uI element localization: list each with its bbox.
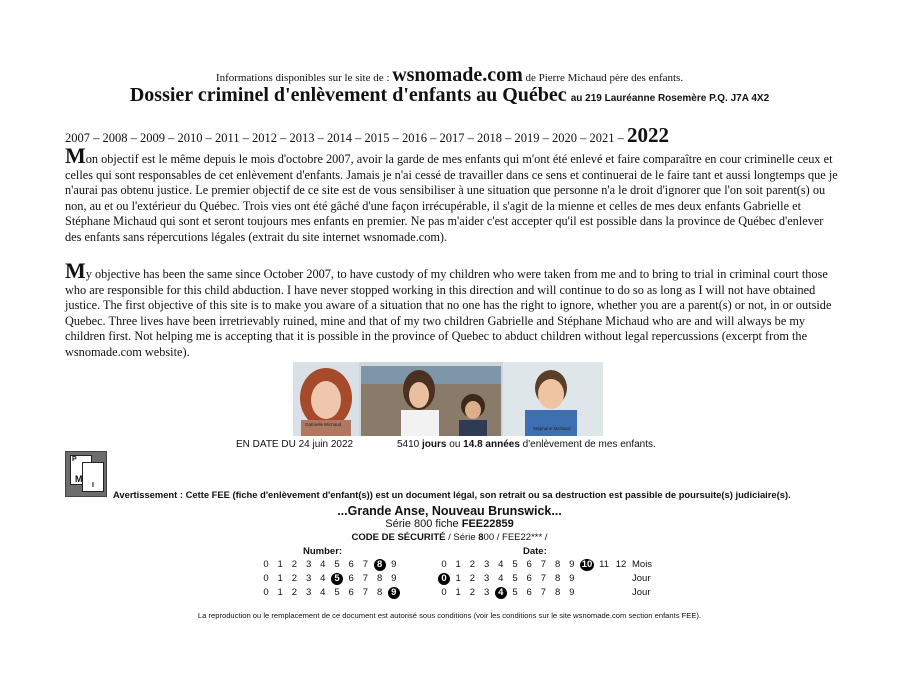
number-digit: 5 xyxy=(334,559,340,570)
date-row-label: Mois xyxy=(632,559,653,570)
date-digit: 5 xyxy=(512,559,518,570)
logo-letter-m: M xyxy=(75,474,83,484)
date-digit: 6 xyxy=(526,587,532,598)
number-digit: 7 xyxy=(362,573,369,584)
years-count: 14.8 années xyxy=(463,439,520,450)
number-digit: 3 xyxy=(305,573,312,584)
date-digit: 7 xyxy=(540,587,547,598)
date-digit: 2 xyxy=(469,573,476,584)
english-initial: M xyxy=(65,258,86,283)
number-digit: 4 xyxy=(320,573,326,584)
date-header: Date: xyxy=(523,546,547,557)
title-text: Dossier criminel d'enlèvement d'enfants au Québec xyxy=(129,84,567,106)
days-word: jours xyxy=(422,439,447,450)
footer-note: La reproduction ou le remplacement de ce document est autorisé sous conditions (voir les conditions sur le site wsnomade.com section enfants FEE). xyxy=(197,611,702,620)
date-digit: 6 xyxy=(526,573,532,584)
date-digit: 0 xyxy=(441,559,447,570)
date-digit: 1 xyxy=(455,587,461,598)
address-text: au 219 Lauréanne Rosemère P.Q. J7A 4X2 xyxy=(570,93,770,104)
date-digit: 5 xyxy=(512,587,518,598)
date-digit: 4 xyxy=(495,587,507,599)
date-digit: 12 xyxy=(615,559,627,570)
number-digit: 2 xyxy=(291,559,298,570)
current-year: 2022 xyxy=(627,123,670,147)
number-digit: 7 xyxy=(362,559,369,570)
date-label: EN DATE DU 24 juin 2022 xyxy=(236,439,354,450)
serie-prefix: Série 800 fiche xyxy=(385,518,459,530)
info-suffix: de Pierre Michaud père des enfants. xyxy=(525,72,684,84)
site-name: wsnomade.com xyxy=(392,64,523,86)
number-digit: 8 xyxy=(376,587,383,598)
photo-caption-stephane: Stéphane Michaud xyxy=(533,426,571,431)
code-rest: 00 / FEE22*** / xyxy=(483,532,548,543)
photo-caption-gabrielle: Gabrielle Michaud xyxy=(305,422,342,427)
date-digit: 5 xyxy=(512,573,518,584)
date-digit: 7 xyxy=(540,573,547,584)
days-count: 5410 xyxy=(397,439,420,450)
number-digit: 9 xyxy=(388,587,400,599)
date-row-label: Jour xyxy=(632,587,651,598)
fiche-id: FEE22859 xyxy=(461,518,514,530)
code-label: CODE DE SÉCURITÉ xyxy=(351,532,446,543)
legal-warning: Avertissement : Cette FEE (fiche d'enlèvement d'enfant(s)) est un document légal, son retrait ou sa destruction est passible de poursuite(s) judiciaire(s). xyxy=(113,489,791,500)
number-header: Number: xyxy=(303,546,343,557)
number-digit: 4 xyxy=(320,559,326,570)
date-digit: 7 xyxy=(540,559,547,570)
number-digit: 2 xyxy=(291,587,298,598)
date-digit: 6 xyxy=(526,559,532,570)
code-mid: / Série xyxy=(448,532,476,543)
date-digit: 3 xyxy=(483,559,490,570)
number-digit: 8 xyxy=(376,573,383,584)
years-list: 2007 – 2008 – 2009 – 2010 – 2011 – 2012 – 2013 – 2014 – 2015 – 2016 – 2017 – 2018 – 2019 – 2020 – 2021 – xyxy=(65,131,624,145)
code-serie: 8 xyxy=(478,532,484,543)
date-digit: 0 xyxy=(438,573,450,585)
date-digit: 4 xyxy=(498,559,504,570)
or-word: ou xyxy=(449,439,461,450)
number-digit: 9 xyxy=(391,559,397,570)
date-digit: 3 xyxy=(483,587,490,598)
date-digit: 11 xyxy=(599,559,609,570)
number-digit: 6 xyxy=(348,587,354,598)
date-digit: 9 xyxy=(569,587,575,598)
number-digit: 2 xyxy=(291,573,298,584)
number-digit: 1 xyxy=(277,587,283,598)
number-digit: 1 xyxy=(277,573,283,584)
number-digit: 3 xyxy=(305,559,312,570)
number-digit: 0 xyxy=(263,559,269,570)
number-digit: 5 xyxy=(334,587,340,598)
date-digit: 1 xyxy=(455,573,461,584)
date-digit: 8 xyxy=(554,573,561,584)
duration-suffix: d'enlèvement de mes enfants. xyxy=(522,439,656,450)
date-digit: 8 xyxy=(554,559,561,570)
number-digit: 0 xyxy=(263,587,269,598)
number-digit: 0 xyxy=(263,573,269,584)
date-digit: 2 xyxy=(469,559,476,570)
number-digit: 4 xyxy=(320,587,326,598)
french-initial: M xyxy=(65,143,86,168)
number-digit: 7 xyxy=(362,587,369,598)
number-digit: 1 xyxy=(277,559,283,570)
date-digit: 0 xyxy=(441,587,447,598)
date-digit: 9 xyxy=(569,559,575,570)
number-digit: 5 xyxy=(331,573,343,585)
number-digit: 3 xyxy=(305,587,312,598)
date-digit: 9 xyxy=(569,573,575,584)
logo-letter-p: P xyxy=(72,456,77,463)
date-digit: 8 xyxy=(554,587,561,598)
date-row-label: Jour xyxy=(632,573,651,584)
location-text: ...Grande Anse, Nouveau Brunswick... xyxy=(337,504,562,518)
date-digit: 1 xyxy=(455,559,461,570)
date-digit: 3 xyxy=(483,573,490,584)
logo-letter-i: I xyxy=(92,482,94,489)
date-digit: 10 xyxy=(581,559,593,570)
number-digit: 9 xyxy=(391,573,397,584)
date-digit: 2 xyxy=(469,587,476,598)
english-text: y objective has been the same since October 2007, to have custody of my children who were taken from me and to bring to trial in criminal court those who are responsible for this child abduction. I have never stopped working in this direction and will continue to do so as long as I will not have obtained justice. The first objective of this site is to make you aware of a situation that no one has the right to ignore, whether you are a parent(s) or not, in or outside Quebec. Three lives have been irretrievably ruined, mine and that of my two children Gabrielle and Stéphane Michaud who are and will always be my children first. Not helping me is accepting that it is possible in the province of Quebec to abduct children without legal repercussions (excerpt from the wsnomade.com website). xyxy=(65,267,832,359)
number-digit: 8 xyxy=(374,559,386,571)
french-text: on objectif est le même depuis le mois d'octobre 2007, avoir la garde de mes enfants qui m'ont été enlevé et faire comparaître en cour criminelle ceux et celles qui sont responsables de cet enlèvement d'enfants. Jamais je n'ai cessé de travailler dans ce sens et continuerai de le faire tant et aussi longtemps que je n'aurai pas obtenu justice. Le premier objectif de ce site est de vous sensibiliser à une situation que personne n'a le droit d'ignorer que l'on soit parent(s) ou non, au et ou l'extérieur du Québec. Trois vies ont été gâché d'une façon irrécupérable, il s'agit de la mienne et celles de mes deux enfants Gabrielle et Stéphane Michaud qui sont et seront toujours mes enfants en premier. Ne pas m'aider c'est accepter qu'il est possible dans la province de Québec d'enlever des enfants sans répercutions légales (extrait du site internet wsnomade.com). xyxy=(65,152,838,244)
date-digit: 4 xyxy=(498,573,504,584)
number-digit: 6 xyxy=(348,573,354,584)
number-digit: 6 xyxy=(348,559,354,570)
info-prefix: Informations disponibles sur le site de : xyxy=(215,72,390,84)
